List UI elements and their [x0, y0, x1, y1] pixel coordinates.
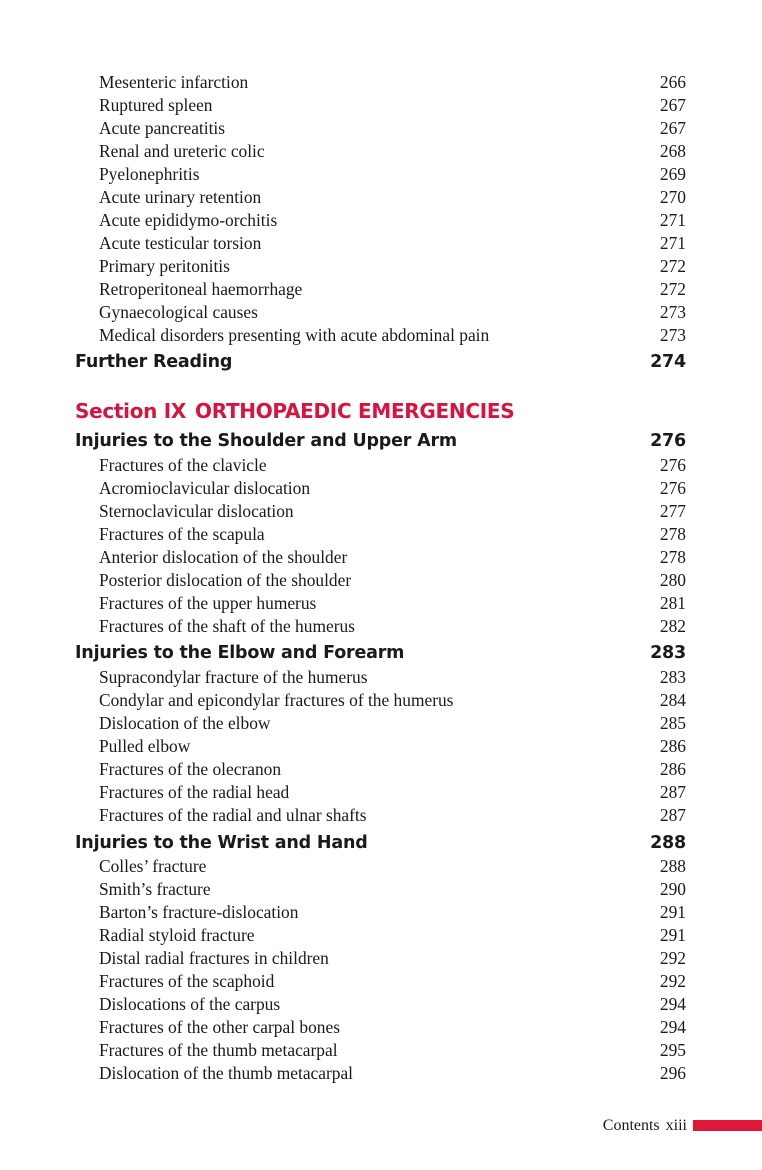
entry-title: Mesenteric infarction	[99, 72, 249, 92]
entry-page: 272	[659, 279, 686, 299]
entry-page: 286	[659, 736, 686, 756]
entry-page: 290	[659, 879, 686, 899]
entry-page: 286	[659, 759, 686, 779]
toc-heading-shoulder	[0, 431, 762, 454]
toc-entry	[0, 209, 762, 232]
heading-title: Injuries to the Wrist and Hand	[75, 833, 368, 853]
entry-title: Fractures of the radial and ulnar shafts	[99, 805, 367, 825]
toc-entry	[0, 500, 762, 523]
toc-entry	[0, 970, 762, 993]
entry-title: Smith’s fracture	[99, 879, 211, 899]
entry-title: Supracondylar fracture of the humerus	[99, 667, 368, 687]
entry-page: 282	[659, 616, 686, 636]
toc-entry	[0, 1016, 762, 1039]
toc-entry	[0, 615, 762, 638]
footer-page-number: xiii	[665, 1117, 687, 1134]
toc-entry	[0, 947, 762, 970]
entry-page: 277	[659, 501, 686, 521]
entry-page: 294	[659, 1017, 686, 1037]
entry-title: Primary peritonitis	[99, 256, 230, 276]
toc-heading-further-reading	[0, 352, 762, 375]
heading-page: 274	[650, 352, 686, 372]
toc-entry	[0, 993, 762, 1016]
heading-page: 276	[650, 431, 686, 451]
entry-title: Fractures of the scaphoid	[99, 971, 275, 991]
footer-accent-bar	[693, 1120, 762, 1131]
entry-page: 273	[659, 302, 686, 322]
section-name: ORTHOPAEDIC EMERGENCIES	[195, 399, 515, 423]
entry-title: Acromioclavicular dislocation	[99, 478, 311, 498]
entry-page: 294	[659, 994, 686, 1014]
entry-title: Acute testicular torsion	[99, 233, 262, 253]
toc-heading-elbow	[0, 643, 762, 666]
entry-title: Fractures of the scapula	[99, 524, 265, 544]
entry-title: Anterior dislocation of the shoulder	[99, 547, 348, 567]
entry-title: Ruptured spleen	[99, 95, 213, 115]
toc-entry	[0, 163, 762, 186]
toc-entry	[0, 758, 762, 781]
entry-title: Pyelonephritis	[99, 164, 200, 184]
entry-page: 291	[659, 925, 686, 945]
entry-page: 281	[659, 593, 686, 613]
entry-page: 269	[659, 164, 686, 184]
toc-heading-wrist	[0, 833, 762, 856]
entry-page: 267	[659, 118, 686, 138]
entry-title: Colles’ fracture	[99, 856, 207, 876]
toc-entry	[0, 454, 762, 477]
entry-title: Radial styloid fracture	[99, 925, 255, 945]
entry-page: 266	[659, 72, 686, 92]
toc-entry	[0, 855, 762, 878]
entry-page: 283	[659, 667, 686, 687]
toc-entry	[0, 186, 762, 209]
entry-title: Dislocations of the carpus	[99, 994, 281, 1014]
toc-entry	[0, 140, 762, 163]
entry-page: 280	[659, 570, 686, 590]
entry-page: 287	[659, 805, 686, 825]
entry-title: Fractures of the thumb metacarpal	[99, 1040, 338, 1060]
toc-entry	[0, 735, 762, 758]
entry-title: Fractures of the radial head	[99, 782, 290, 802]
toc-entry	[0, 232, 762, 255]
toc-entry	[0, 71, 762, 94]
heading-title: Injuries to the Shoulder and Upper Arm	[75, 431, 457, 451]
entry-title: Medical disorders presenting with acute abdominal pain	[99, 325, 490, 345]
entry-title: Gynaecological causes	[99, 302, 258, 322]
toc-entry	[0, 878, 762, 901]
entry-page: 278	[659, 524, 686, 544]
running-footer	[603, 1117, 687, 1135]
entry-title: Dislocation of the elbow	[99, 713, 271, 733]
entry-title: Fractures of the shaft of the humerus	[99, 616, 355, 636]
entry-page: 295	[659, 1040, 686, 1060]
entry-title: Fractures of the upper humerus	[99, 593, 317, 613]
toc-entry	[0, 804, 762, 827]
heading-title: Further Reading	[75, 352, 233, 372]
section-title	[75, 399, 514, 423]
entry-title: Sternoclavicular dislocation	[99, 501, 294, 521]
toc-entry	[0, 255, 762, 278]
entry-page: 287	[659, 782, 686, 802]
toc-entry	[0, 924, 762, 947]
toc-entry	[0, 781, 762, 804]
heading-page: 288	[650, 833, 686, 853]
toc-entry	[0, 1039, 762, 1062]
entry-page: 271	[659, 233, 686, 253]
entry-page: 296	[659, 1063, 686, 1083]
entry-page: 291	[659, 902, 686, 922]
section-number: Section IX	[75, 399, 187, 423]
entry-title: Distal radial fractures in children	[99, 948, 329, 968]
toc-entry	[0, 477, 762, 500]
entry-title: Condylar and epicondylar fractures of the humerus	[99, 690, 454, 710]
toc-entry	[0, 301, 762, 324]
heading-page: 283	[650, 643, 686, 663]
toc-entry	[0, 712, 762, 735]
entry-title: Dislocation of the thumb metacarpal	[99, 1063, 354, 1083]
entry-title: Acute urinary retention	[99, 187, 262, 207]
toc-entry	[0, 523, 762, 546]
entry-page: 292	[659, 971, 686, 991]
footer-label: Contents	[602, 1117, 660, 1134]
entry-page: 278	[659, 547, 686, 567]
entry-title: Posterior dislocation of the shoulder	[99, 570, 352, 590]
toc-entry	[0, 1062, 762, 1085]
entry-title: Acute epididymo-orchitis	[99, 210, 278, 230]
toc-entry	[0, 278, 762, 301]
toc-entry	[0, 666, 762, 689]
entry-title: Acute pancreatitis	[99, 118, 226, 138]
toc-entry	[0, 592, 762, 615]
entry-page: 273	[659, 325, 686, 345]
entry-page: 272	[659, 256, 686, 276]
entry-title: Renal and ureteric colic	[99, 141, 265, 161]
entry-page: 284	[659, 690, 686, 710]
entry-title: Fractures of the other carpal bones	[99, 1017, 340, 1037]
toc-entry	[0, 546, 762, 569]
entry-page: 268	[659, 141, 686, 161]
toc-entry	[0, 117, 762, 140]
entry-page: 276	[659, 478, 686, 498]
entry-title: Pulled elbow	[99, 736, 191, 756]
entry-page: 267	[659, 95, 686, 115]
entry-title: Fractures of the olecranon	[99, 759, 282, 779]
entry-page: 292	[659, 948, 686, 968]
toc-entry	[0, 324, 762, 347]
entry-page: 276	[659, 455, 686, 475]
entry-page: 288	[659, 856, 686, 876]
toc-entry	[0, 901, 762, 924]
entry-title: Barton’s fracture-dislocation	[99, 902, 299, 922]
entry-title: Retroperitoneal haemorrhage	[99, 279, 303, 299]
entry-page: 270	[659, 187, 686, 207]
toc-entry	[0, 689, 762, 712]
entry-title: Fractures of the clavicle	[99, 455, 267, 475]
heading-title: Injuries to the Elbow and Forearm	[75, 643, 405, 663]
entry-page: 285	[659, 713, 686, 733]
entry-page: 271	[659, 210, 686, 230]
toc-entry	[0, 94, 762, 117]
toc-entry	[0, 569, 762, 592]
